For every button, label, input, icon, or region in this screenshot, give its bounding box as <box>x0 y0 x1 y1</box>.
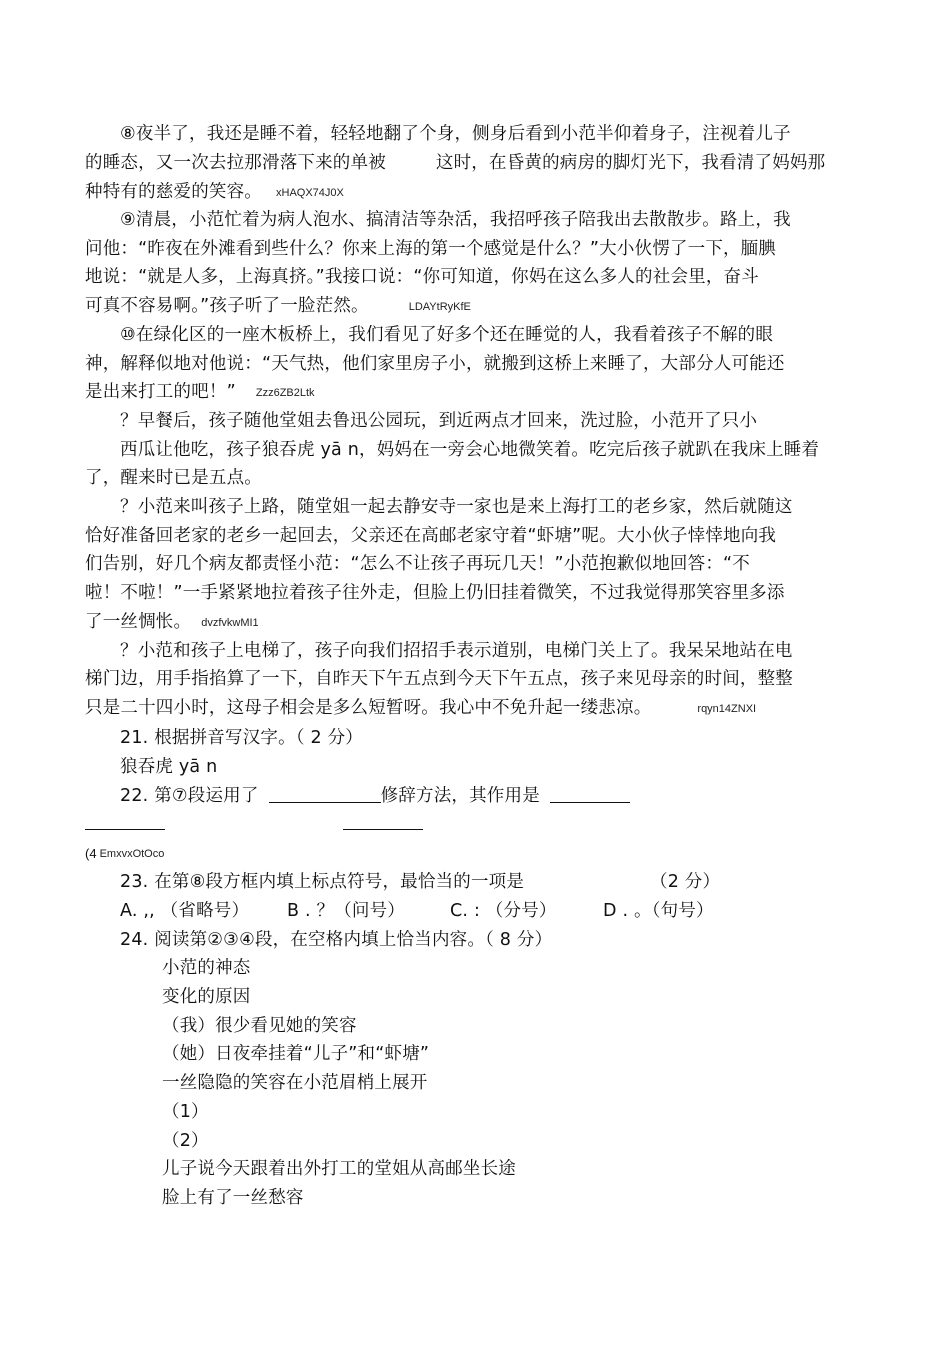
q21-stem: 21. 根据拼音写汉字。（ 2 分） <box>120 728 364 748</box>
p8-line-3-text: 种特有的慈爱的笑容。 <box>85 182 262 202</box>
p9-code: LDAYtRyKfE <box>408 301 471 313</box>
p9-line-4 <box>85 295 471 318</box>
q23-option-c[interactable]: C. : （分号） <box>450 901 557 921</box>
q22-score-line <box>85 842 164 865</box>
p12-line-5-text: 了一丝惆怅。 <box>85 612 192 632</box>
q22-blank-4[interactable] <box>343 829 423 830</box>
p11-line-2: 西瓜让他吃，孩子狼吞虎 yā n，妈妈在一旁会心地微笑着。吃完后孩子就趴在我床上睡着 <box>120 440 820 460</box>
p13-line-1: ？小范和孩子上电梯了，孩子向我们招招手表示道别，电梯门关上了。我呆呆地站在电 <box>120 641 793 661</box>
q24-row: 小范的神态 <box>162 958 251 978</box>
p8-line-1: ⑧夜半了，我还是睡不着，轻轻地翻了个身，侧身后看到小范半仰着身子，注视着儿子 <box>120 124 791 144</box>
p12-line-3: 们告别，好几个病友都责怪小范：“怎么不让孩子再玩几天！”小范抱歉似地回答：“不 <box>85 554 750 574</box>
q24-row: 儿子说今天跟着出外打工的堂姐从高邮坐长途 <box>162 1159 516 1179</box>
q22-stem-line <box>120 785 630 807</box>
p9-line-1: ⑨清晨，小范忙着为病人泡水、搞清洁等杂活，我招呼孩子陪我出去散散步。路上，我 <box>120 210 791 230</box>
p12-line-5 <box>85 611 259 634</box>
p11-line-3: 了，醒来时已是五点。 <box>85 468 262 488</box>
q24-stem: 24. 阅读第②③④段，在空格内填上恰当内容。（ 8 分） <box>120 930 553 950</box>
p8-line-2a: 的睡态，又一次去拉那滑落下来的单被 <box>85 153 386 173</box>
q24-answer-2[interactable]: （2） <box>162 1131 209 1151</box>
p10-line-3 <box>85 381 315 404</box>
p12-line-4: 啦！不啦！”一手紧紧地拉着孩子往外走，但脸上仍旧挂着微笑，不过我觉得那笑容里多添 <box>85 583 785 603</box>
q22-blank-3[interactable] <box>85 829 165 830</box>
q22-blank-1[interactable] <box>269 786 381 803</box>
q22-stem: 22. 第⑦段运用了 <box>120 786 259 806</box>
q23-stem: 23. 在第⑧段方框内填上标点符号，最恰当的一项是 <box>120 872 525 892</box>
q24-row: （我）很少看见她的笑容 <box>162 1016 357 1036</box>
q23-option-a[interactable]: A. ,, （省略号） <box>120 901 250 921</box>
q23-option-b[interactable]: B . ？（问号） <box>287 901 405 921</box>
p11-line-1: ？早餐后，孩子随他堂姐去鲁迅公园玩，到近两点才回来，洗过脸，小范开了只小 <box>120 411 758 431</box>
q24-answer-1[interactable]: （1） <box>162 1102 209 1122</box>
p9-line-3: 地说：“就是人多，上海真挤。”我接口说：“你可知道，你妈在这么多人的社会里，奋斗 <box>85 267 759 287</box>
q22-code: EmxvxOtOco <box>99 848 165 860</box>
p13-line-3 <box>85 697 756 720</box>
p10-line-1: ⑩在绿化区的一座木板桥上，我们看见了好多个还在睡觉的人，我看着孩子不解的眼 <box>120 325 774 345</box>
p12-line-1: ？小范来叫孩子上路，随堂姐一起去静安寺一家也是来上海打工的老乡家，然后就随这 <box>120 497 793 517</box>
p13-line-3-text: 只是二十四小时，这母子相会是多么短暂呀。我心中不免升起一缕悲凉。 <box>85 698 652 718</box>
p13-line-2: 梯门边，用手指掐算了一下，自昨天下午五点到今天下午五点，孩子来见母亲的时间，整整 <box>85 669 793 689</box>
q24-row: （她）日夜牵挂着“儿子”和“虾塘” <box>162 1044 430 1064</box>
p10-code: Zzz6ZB2Ltk <box>255 387 315 399</box>
q21-item: 狼吞虎 yā n <box>120 757 218 777</box>
q22-blank-2[interactable] <box>550 786 630 803</box>
p9-line-2: 问他：“昨夜在外滩看到些什么？你来上海的第一个感觉是什么？”大小伙愣了一下，腼腆 <box>85 239 777 259</box>
q23-score: （2 分） <box>650 872 721 892</box>
p12-line-2: 恰好准备回老家的老乡一起回去，父亲还在高邮老家守着“虾塘”呢。大小伙子悻悻地向我 <box>85 526 777 546</box>
q22-mid: 修辞方法，其作用是 <box>380 786 540 806</box>
q24-row: 脸上有了一丝愁容 <box>162 1188 304 1208</box>
p8-line-2b: 这时，在昏黄的病房的脚灯光下，我看清了妈妈那 <box>435 153 826 173</box>
p9-line-4-text: 可真不容易啊。”孩子听了一脸茫然。 <box>85 296 369 316</box>
p10-line-2: 神，解释似地对他说：“天气热，他们家里房子小，就搬到这桥上来睡了，大部分人可能还 <box>85 354 785 374</box>
q23-option-d[interactable]: D . 。（句号） <box>603 901 714 921</box>
q24-row: 一丝隐隐的笑容在小范眉梢上展开 <box>162 1073 428 1093</box>
p8-code: xHAQX74J0X <box>276 187 344 199</box>
p12-code: dvzfvkwMI1 <box>201 617 259 629</box>
p10-line-3-text: 是出来打工的吧！” <box>85 382 236 402</box>
q24-row: 变化的原因 <box>162 987 251 1007</box>
p8-line-3 <box>85 181 344 204</box>
p13-code: rqyn14ZNXI <box>697 703 757 715</box>
p8-line-2 <box>85 152 825 174</box>
q22-score: (4 <box>85 846 97 861</box>
